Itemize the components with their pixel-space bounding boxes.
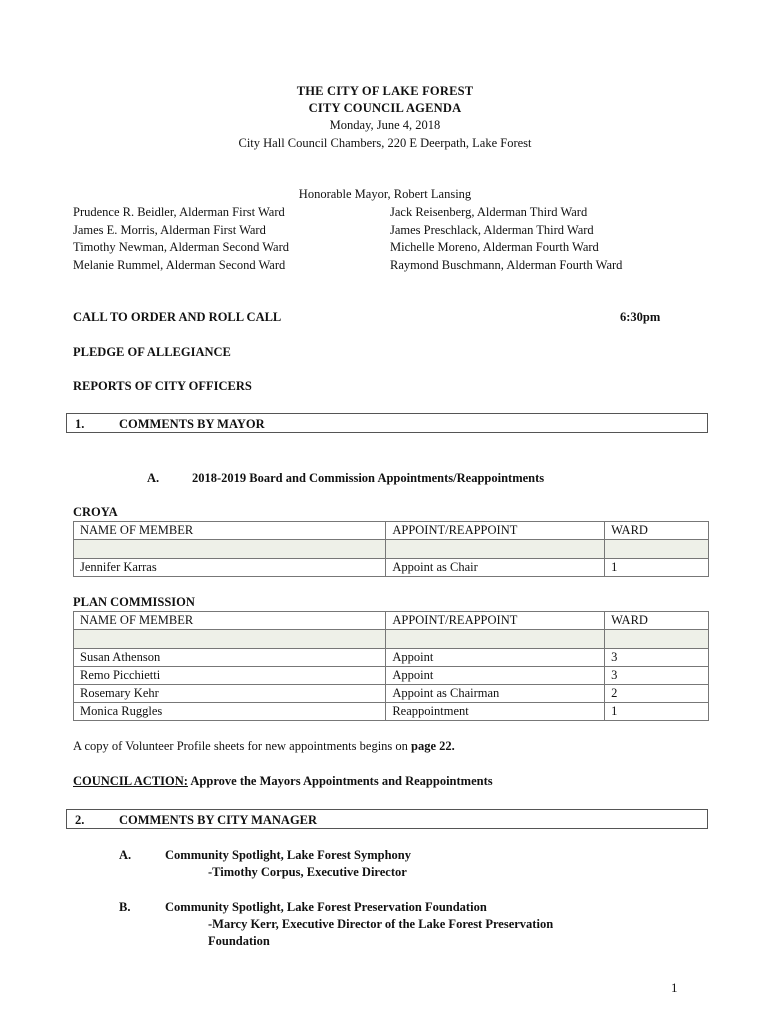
ward: 2 bbox=[605, 685, 709, 703]
column-header: APPOINT/REAPPOINT bbox=[386, 612, 605, 630]
aldermen-right-column bbox=[390, 204, 622, 274]
item-presenter: -Marcy Kerr, Executive Director of the Lake Forest Preservation bbox=[208, 917, 554, 931]
council-action bbox=[73, 774, 493, 789]
ward: 3 bbox=[605, 649, 709, 667]
alderman-entry: James E. Morris, Alderman First Ward bbox=[73, 222, 266, 237]
alderman-entry: Melanie Rummel, Alderman Second Ward bbox=[73, 257, 286, 272]
column-header: WARD bbox=[605, 522, 709, 540]
call-time: 6:30pm bbox=[620, 310, 661, 324]
alderman-entry: Jack Reisenberg, Alderman Third Ward bbox=[390, 205, 588, 219]
item-title: Community Spotlight, Lake Forest Symphony bbox=[165, 848, 411, 862]
column-header: WARD bbox=[605, 612, 709, 630]
appoint-status: Appoint bbox=[386, 667, 605, 685]
member-name: Remo Picchietti bbox=[74, 667, 386, 685]
table-row bbox=[74, 667, 709, 685]
column-header: NAME OF MEMBER bbox=[74, 612, 386, 630]
ward: 3 bbox=[605, 667, 709, 685]
item-letter: B. bbox=[119, 900, 131, 914]
table-header-row bbox=[74, 522, 709, 540]
alderman-entry: Prudence R. Beidler, Alderman First Ward bbox=[73, 205, 285, 219]
section-number: 1. bbox=[75, 417, 85, 431]
volunteer-page-ref: page 22. bbox=[411, 739, 455, 753]
croya-table bbox=[73, 521, 709, 577]
table-header-row bbox=[74, 612, 709, 630]
croya-label: CROYA bbox=[73, 505, 118, 519]
council-action-label: COUNCIL ACTION: bbox=[73, 774, 188, 788]
aldermen-left-column bbox=[73, 204, 289, 274]
alderman-entry: James Preschlack, Alderman Third Ward bbox=[390, 222, 594, 237]
table-spacer-row bbox=[74, 630, 709, 649]
appoint-status: Appoint as Chair bbox=[386, 559, 605, 577]
column-header: APPOINT/REAPPOINT bbox=[386, 522, 605, 540]
page-number: 1 bbox=[671, 980, 678, 995]
appoint-status: Appoint bbox=[386, 649, 605, 667]
member-name: Rosemary Kehr bbox=[74, 685, 386, 703]
item-letter: A. bbox=[147, 471, 160, 485]
meeting-date: Monday, June 4, 2018 bbox=[329, 118, 441, 132]
table-spacer-row bbox=[74, 540, 709, 559]
plan-commission-label: PLAN COMMISSION bbox=[73, 595, 195, 609]
section-number: 2. bbox=[75, 813, 85, 827]
alderman-entry: Michelle Moreno, Alderman Fourth Ward bbox=[390, 240, 599, 254]
meeting-location: City Hall Council Chambers, 220 E Deerpath, Lake Forest bbox=[238, 136, 532, 150]
table-row bbox=[74, 559, 709, 577]
member-name: Susan Athenson bbox=[74, 649, 386, 667]
appoint-status: Reappointment bbox=[386, 703, 605, 721]
volunteer-note-text: A copy of Volunteer Profile sheets for new appointments begins on bbox=[73, 739, 408, 753]
volunteer-note bbox=[73, 739, 455, 754]
member-name: Monica Ruggles bbox=[74, 703, 386, 721]
mayor-name: Honorable Mayor, Robert Lansing bbox=[298, 187, 472, 201]
ward: 1 bbox=[605, 703, 709, 721]
item-letter: A. bbox=[119, 848, 132, 862]
call-to-order-heading: CALL TO ORDER AND ROLL CALL bbox=[73, 310, 282, 324]
appoint-status: Appoint as Chairman bbox=[386, 685, 605, 703]
pledge-heading: PLEDGE OF ALLEGIANCE bbox=[73, 345, 231, 359]
column-header: NAME OF MEMBER bbox=[74, 522, 386, 540]
member-name: Jennifer Karras bbox=[74, 559, 386, 577]
alderman-entry: Raymond Buschmann, Alderman Fourth Ward bbox=[390, 257, 623, 272]
item-title: 2018-2019 Board and Commission Appointments/Reappointments bbox=[192, 471, 545, 485]
agenda-title: CITY COUNCIL AGENDA bbox=[308, 101, 462, 115]
section-2-header bbox=[66, 809, 708, 829]
table-row bbox=[74, 703, 709, 721]
item-presenter: -Timothy Corpus, Executive Director bbox=[208, 865, 407, 879]
section-title: COMMENTS BY MAYOR bbox=[119, 417, 265, 431]
ward: 1 bbox=[605, 559, 709, 577]
plan-commission-table bbox=[73, 611, 709, 721]
reports-heading: REPORTS OF CITY OFFICERS bbox=[73, 379, 252, 393]
council-action-text: Approve the Mayors Appointments and Reappointments bbox=[187, 774, 493, 788]
item-presenter-continued: Foundation bbox=[208, 934, 270, 948]
section-1-header bbox=[66, 413, 708, 433]
table-row bbox=[74, 649, 709, 667]
section-title: COMMENTS BY CITY MANAGER bbox=[119, 813, 318, 827]
item-title: Community Spotlight, Lake Forest Preservation Foundation bbox=[165, 900, 487, 914]
alderman-entry: Timothy Newman, Alderman Second Ward bbox=[73, 240, 289, 254]
table-row bbox=[74, 685, 709, 703]
agenda-org-title: THE CITY OF LAKE FOREST bbox=[296, 84, 474, 98]
